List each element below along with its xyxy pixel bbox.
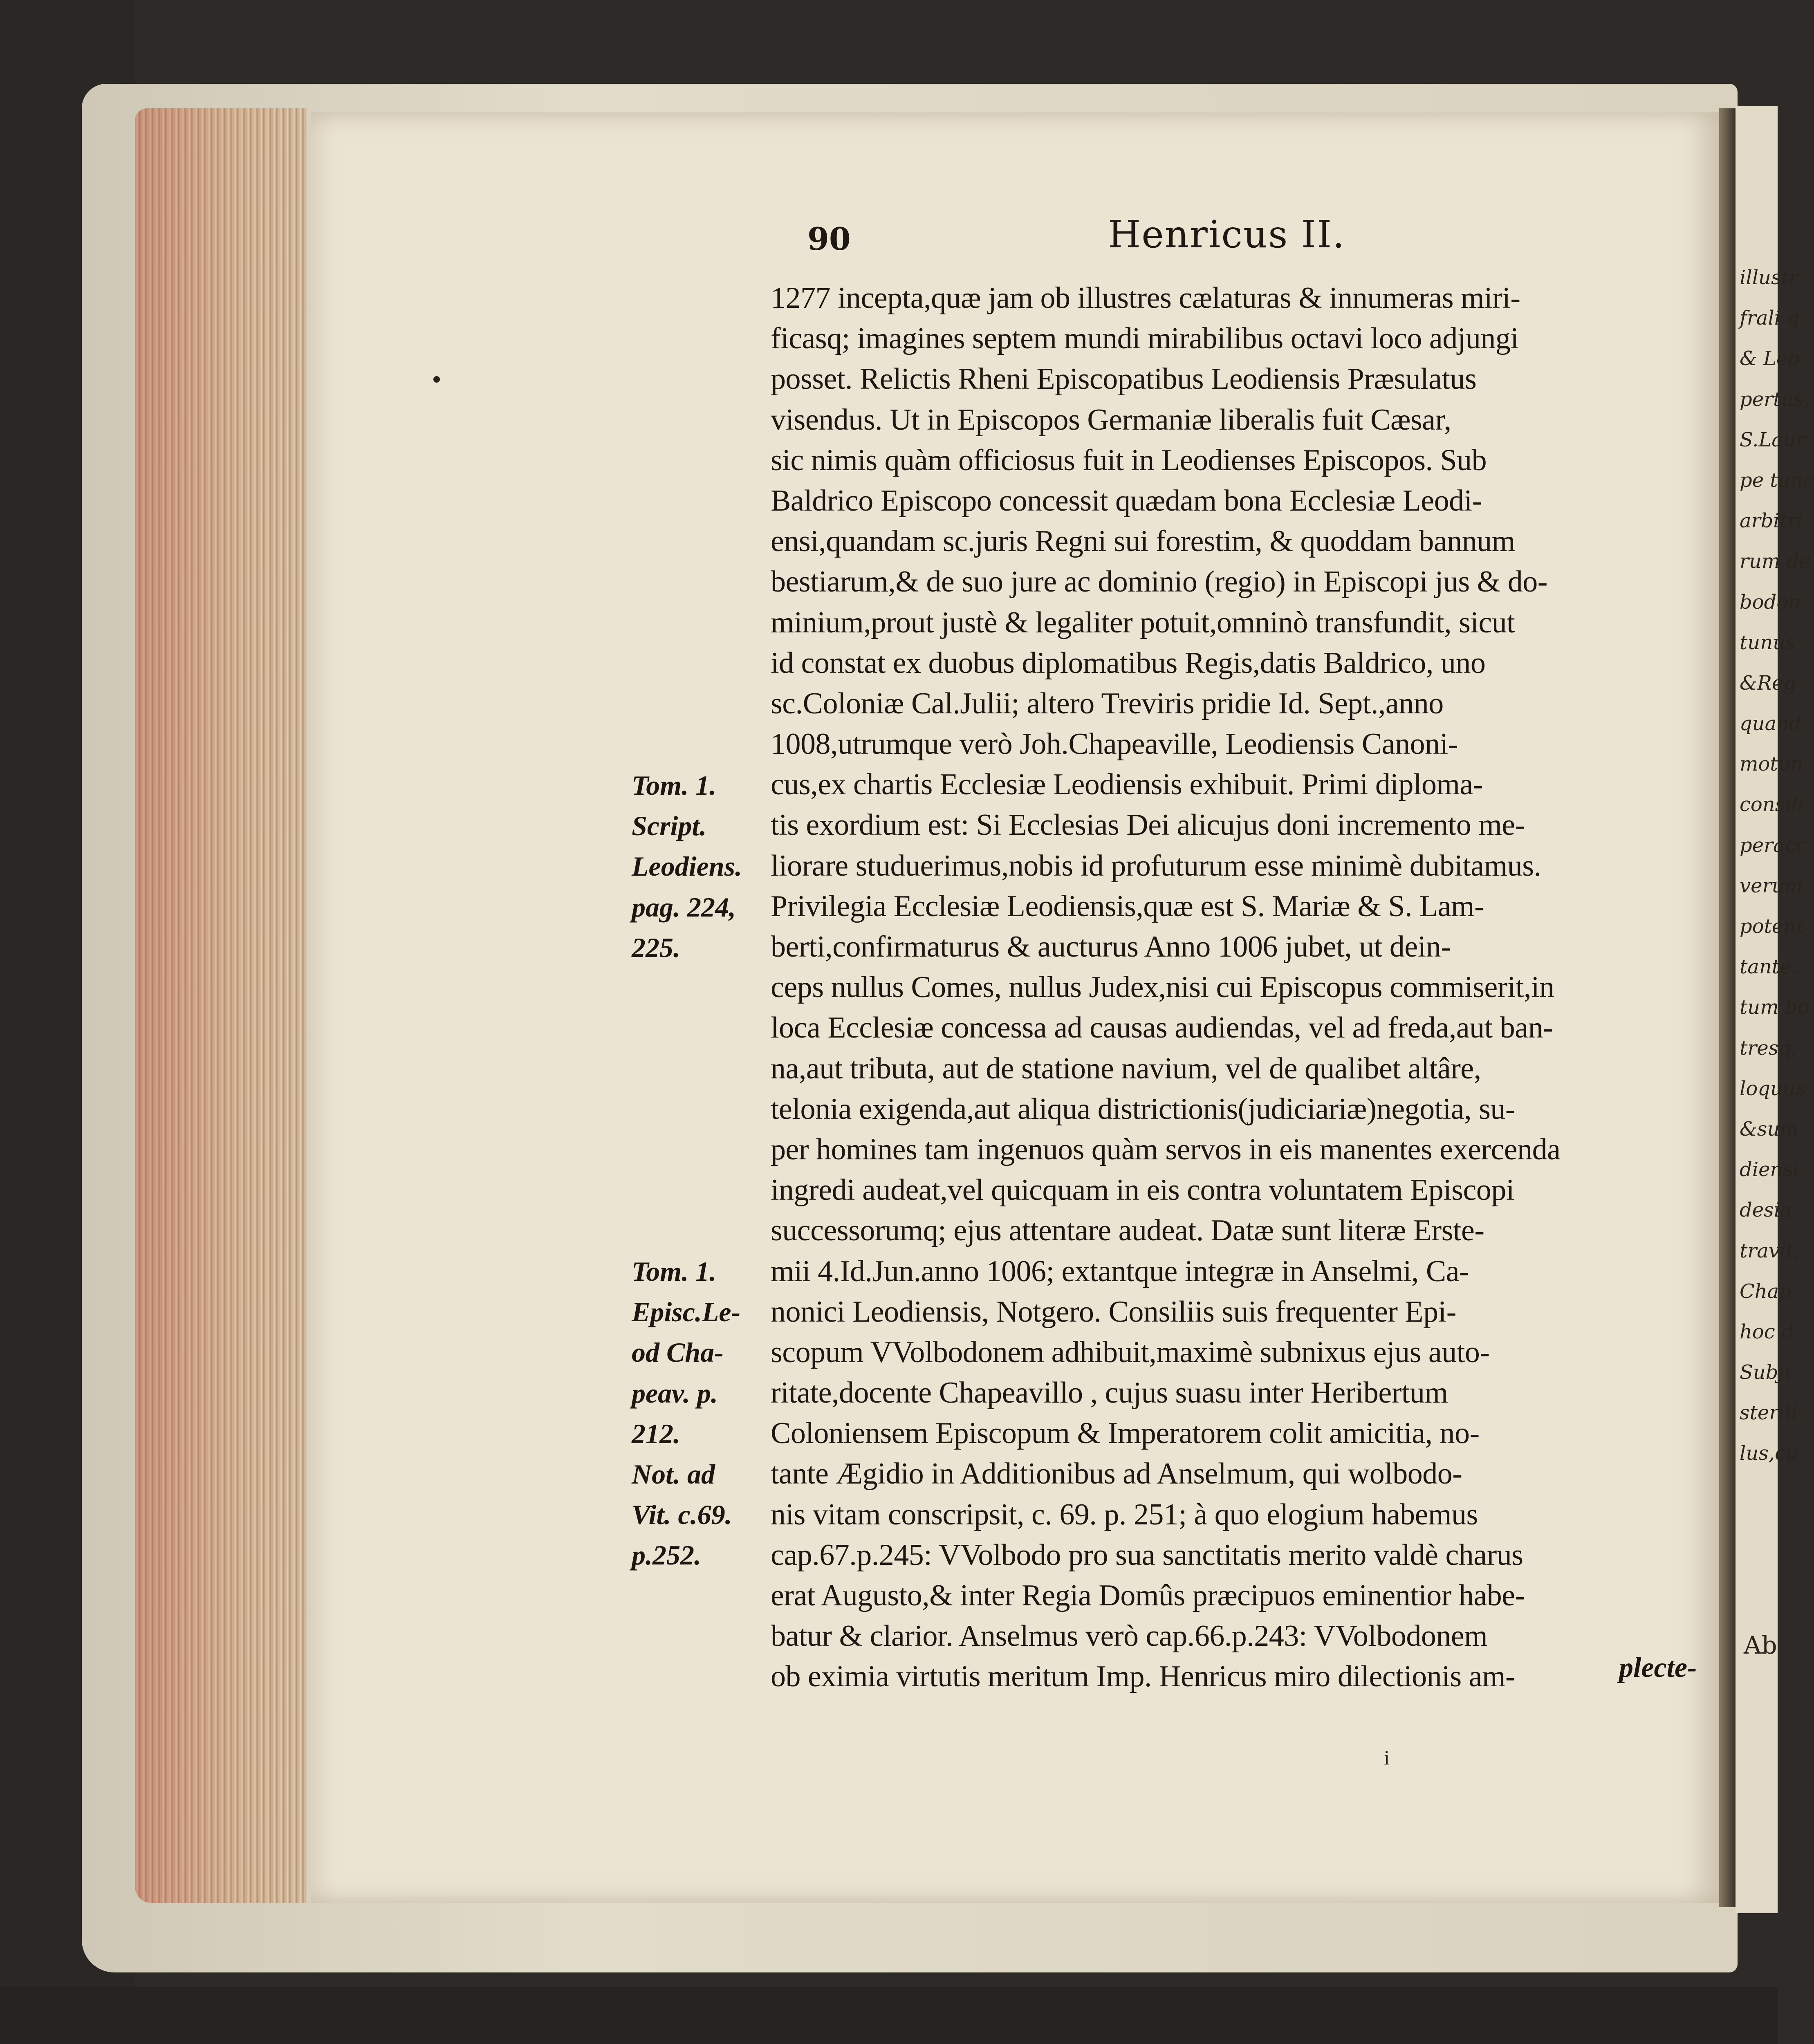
text-line: loca Ecclesiæ concessa ad causas audiendas, vel ad freda,aut ban- xyxy=(771,1011,1553,1045)
margin-note-line: pag. 224, xyxy=(632,891,736,923)
facing-word: pertus, xyxy=(1740,388,1810,411)
signature-mark: i xyxy=(1384,1746,1390,1769)
text-line: successorumq; ejus attentare audeat. Datæ sunt literæ Erste- xyxy=(771,1214,1484,1248)
text-line: ficasq; imagines septem mundi mirabilibus octavi loco adjungi xyxy=(771,322,1519,356)
text-line: Baldrico Episcopo concessit quædam bona Ecclesiæ Leodi- xyxy=(771,484,1482,518)
margin-note-line: Vit. c.69. xyxy=(632,1499,732,1531)
facing-word: pe tunc xyxy=(1740,468,1814,492)
facing-word: loquus xyxy=(1740,1077,1806,1100)
text-line: posset. Relictis Rheni Episcopatibus Leodiensis Præsulatus xyxy=(771,362,1477,396)
background-bottom xyxy=(0,1987,1778,2044)
book-gutter xyxy=(1719,108,1736,1907)
text-line: scopum VVolbodonem adhibuit,maximè subnixus ejus auto- xyxy=(771,1335,1490,1369)
facing-word: peracc xyxy=(1740,834,1807,857)
facing-page-words xyxy=(1740,258,1814,1474)
margin-note-line: Tom. 1. xyxy=(632,770,717,801)
margin-note-tom-1-episc xyxy=(632,1251,779,1576)
text-line: tis exordium est: Si Ecclesias Dei alicujus doni incremento me- xyxy=(771,808,1525,842)
text-line: sic nimis quàm officiosus fuit in Leodienses Episcopos. Sub xyxy=(771,443,1487,477)
margin-note-line: Script. xyxy=(632,810,707,842)
text-line: Privilegia Ecclesiæ Leodiensis,quæ est S. Mariæ & S. Lam- xyxy=(771,889,1484,923)
facing-word: arbitri xyxy=(1740,509,1803,533)
facing-word: S.Laur xyxy=(1740,428,1805,451)
text-line: minium,prout justè & legaliter potuit,omninò transfundit, sicut xyxy=(771,605,1515,639)
facing-word: quand xyxy=(1740,712,1802,735)
running-title: Henricus II. xyxy=(1108,213,1345,256)
text-line: ingredi audeat,vel quicquam in eis contra voluntatem Episcopi xyxy=(771,1173,1514,1207)
text-line: liorare studuerimus,nobis id profuturum esse minimè dubitamus. xyxy=(771,849,1541,883)
text-line: mii 4.Id.Jun.anno 1006; extantque integræ in Anselmi, Ca- xyxy=(771,1254,1469,1288)
text-line: na,aut tributa, aut de statione navium, vel de qualibet altâre, xyxy=(771,1051,1481,1085)
facing-word: & Leo xyxy=(1740,347,1800,370)
text-line: cus,ex chartis Ecclesiæ Leodiensis exhibuit. Primi diploma- xyxy=(771,768,1483,802)
text-line: telonia exigenda,aut aliqua districtionis(judiciariæ)negotia, su- xyxy=(771,1092,1516,1126)
facing-word: &sum xyxy=(1740,1117,1798,1141)
facing-word: tresq; xyxy=(1740,1036,1798,1060)
text-line: tante Ægidio in Additionibus ad Anselmum, qui wolbodo- xyxy=(771,1457,1462,1491)
margin-note-line: Tom. 1. xyxy=(632,1256,717,1287)
margin-note-line: Episc.Le- xyxy=(632,1296,741,1328)
margin-note-line: 225. xyxy=(632,932,680,963)
margin-note-line: Leodiens. xyxy=(632,851,742,882)
margin-note-line: p.252. xyxy=(632,1540,701,1571)
body-text xyxy=(771,278,1678,1697)
margin-note-line: Not. ad xyxy=(632,1458,715,1490)
ink-speck xyxy=(433,376,440,383)
text-line: ensi,quandam sc.juris Regni sui forestim, & quoddam bannum xyxy=(771,524,1515,558)
page-number: 90 xyxy=(807,221,851,257)
text-line: Coloniensem Episcopum & Imperatorem colit amicitia, no- xyxy=(771,1416,1480,1450)
text-line: erat Augusto,& inter Regia Domûs præcipuos eminentior habe- xyxy=(771,1579,1525,1612)
text-line: nonici Leodiensis, Notgero. Consiliis suis frequenter Epi- xyxy=(771,1295,1456,1329)
text-line: ceps nullus Comes, nullus Judex,nisi cui Episcopus commiserit,in xyxy=(771,970,1554,1004)
margin-note-line: 212. xyxy=(632,1418,680,1449)
facing-word: rum de xyxy=(1740,550,1811,573)
facing-word: motun xyxy=(1740,753,1803,776)
facing-word: travit, xyxy=(1740,1239,1800,1262)
text-line: id constat ex duobus diplomatibus Regis,datis Baldrico, uno xyxy=(771,646,1486,680)
facing-word: lus,cu xyxy=(1740,1442,1798,1465)
facing-word: verum xyxy=(1740,874,1803,897)
page-edges-tint xyxy=(135,108,307,1903)
text-line: berti,confirmaturus & aucturus Anno 1006 jubet, ut dein- xyxy=(771,930,1451,964)
facing-page-catchword: Ab xyxy=(1744,1631,1777,1660)
facing-page-fragment xyxy=(1736,106,1814,1913)
facing-word: tum bo xyxy=(1740,996,1810,1019)
facing-word: frali q xyxy=(1740,307,1800,330)
text-line: per homines tam ingenuos quàm servos in eis manentes exercenda xyxy=(771,1132,1561,1166)
text-line: 1008,utrumque verò Joh.Chapeaville, Leodiensis Canoni- xyxy=(771,727,1458,761)
margin-note-tom-1-script xyxy=(632,765,779,968)
margin-note-line: od Cha- xyxy=(632,1337,724,1368)
facing-word: tante. xyxy=(1740,955,1798,979)
facing-word: diensi xyxy=(1740,1158,1799,1181)
text-line: sc.Coloniæ Cal.Julii; altero Treviris pridie Id. Sept.,anno xyxy=(771,686,1444,720)
margin-note-line: peav. p. xyxy=(632,1377,718,1409)
facing-word: potent xyxy=(1740,915,1804,938)
text-line: batur & clarior. Anselmus verò cap.66.p.243: VVolbodonem xyxy=(771,1619,1488,1653)
facing-word: tunus xyxy=(1740,631,1796,654)
facing-word: Chap xyxy=(1740,1280,1792,1303)
facing-word: sterili xyxy=(1740,1401,1798,1425)
text-line: bestiarum,& de suo jure ac dominio (regio) in Episcopi jus & do- xyxy=(771,565,1547,599)
facing-word: &Reg xyxy=(1740,671,1796,695)
facing-word: hoc d xyxy=(1740,1320,1794,1343)
running-head xyxy=(807,213,1396,262)
text-line: 1277 incepta,quæ jam ob illustres cælaturas & innumeras miri- xyxy=(771,281,1520,315)
text-line: cap.67.p.245: VVolbodo pro sua sanctitatis merito valdè charus xyxy=(771,1538,1523,1572)
text-line: ritate,docente Chapeavillo , cujus suasu inter Heribertum xyxy=(771,1376,1448,1410)
facing-word: Subji xyxy=(1740,1361,1791,1384)
catchword: plecte- xyxy=(1619,1652,1697,1683)
facing-word: bodon xyxy=(1740,590,1801,614)
text-line: ob eximia virtutis meritum Imp. Henricus miro dilectionis am- xyxy=(771,1660,1516,1694)
facing-word: consili xyxy=(1740,793,1804,816)
facing-word: illustr xyxy=(1740,266,1798,289)
text-line: visendus. Ut in Episcopos Germaniæ liberalis fuit Cæsar, xyxy=(771,403,1451,437)
text-line: nis vitam conscripsit, c. 69. p. 251; à quo elogium habemus xyxy=(771,1497,1478,1531)
facing-word: desia xyxy=(1740,1199,1792,1222)
